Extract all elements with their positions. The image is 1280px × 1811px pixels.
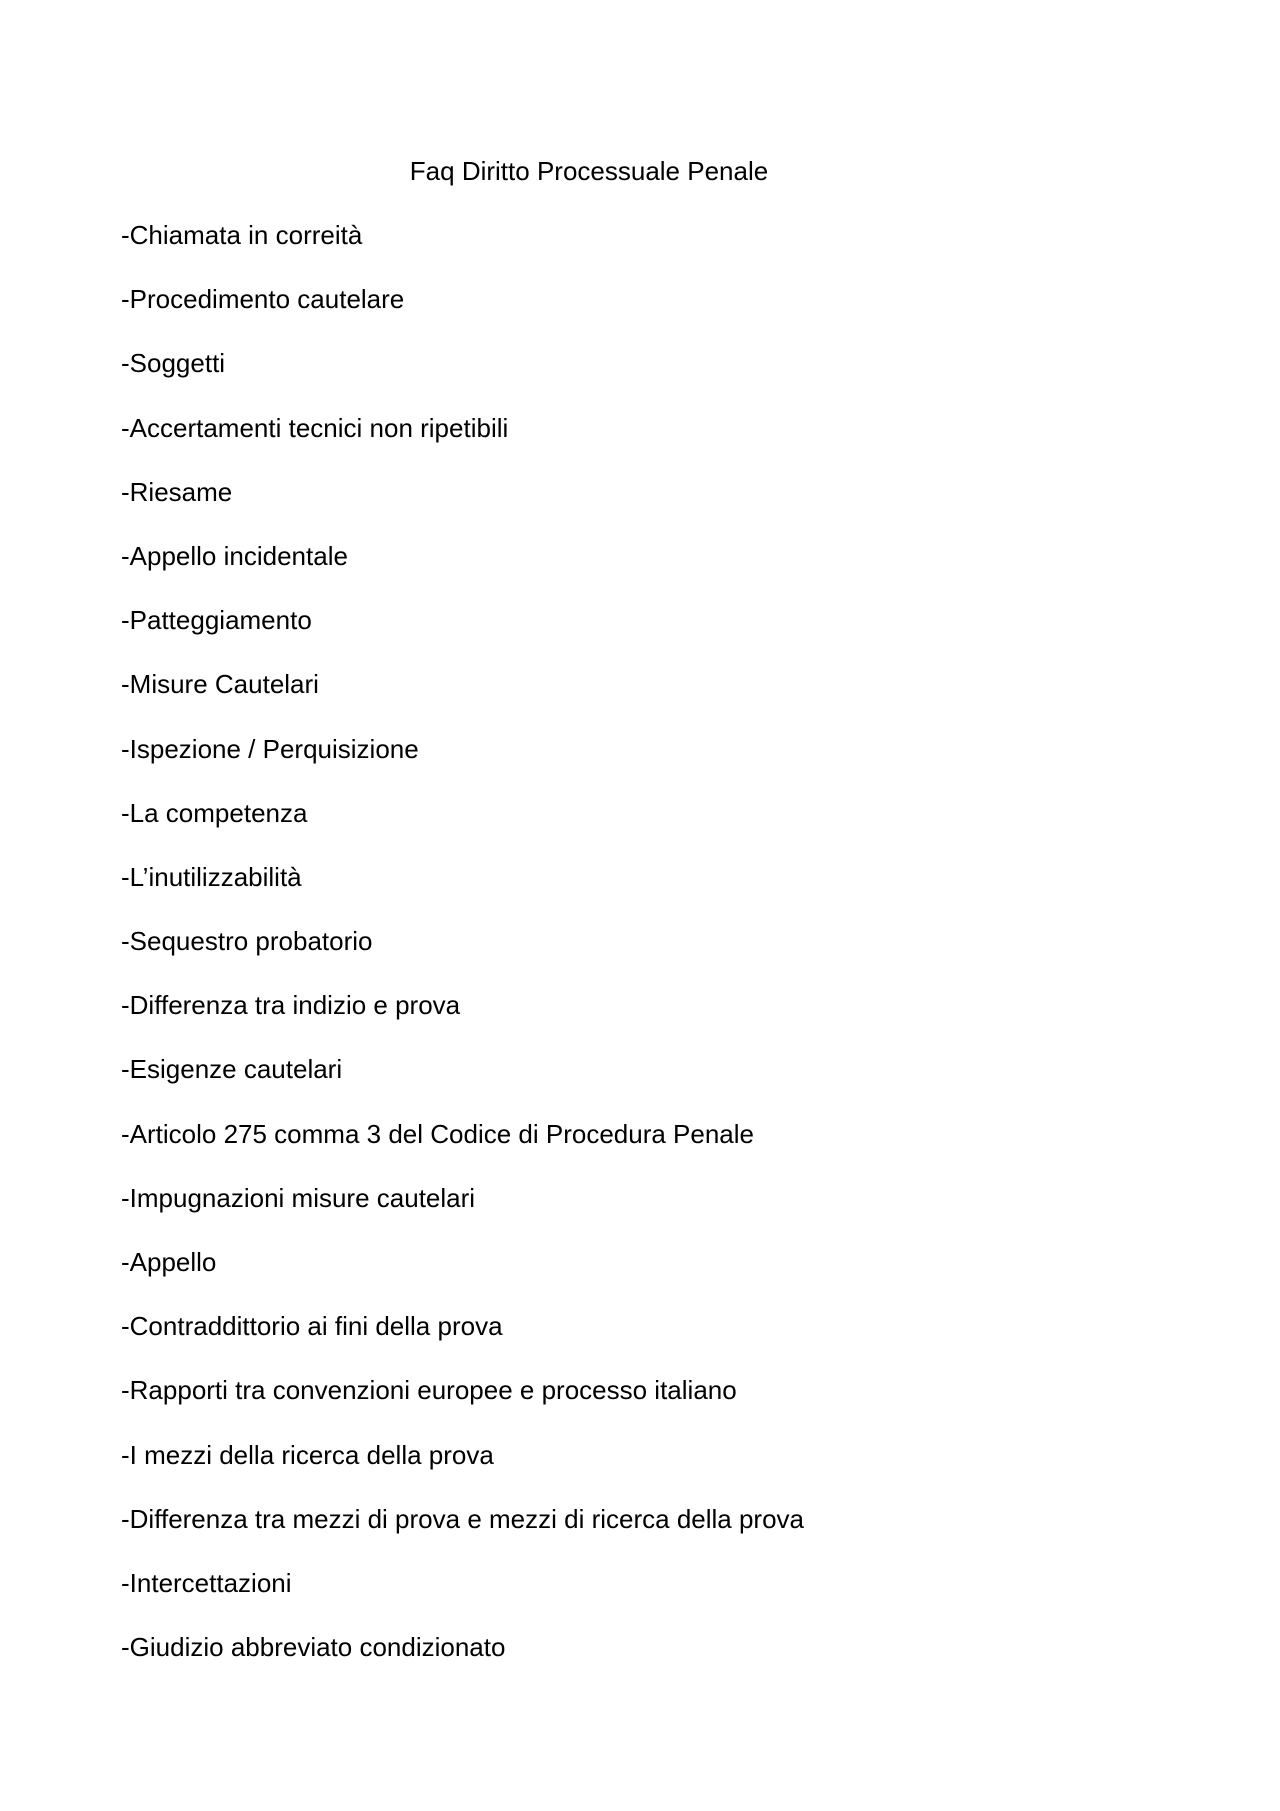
faq-topic-item: -Rapporti tra convenzioni europee e processo italiano [121,1375,737,1406]
faq-topic-item: -Intercettazioni [121,1567,292,1598]
faq-topic-item: -Sequestro probatorio [121,926,373,957]
faq-topic-item: -Giudizio abbreviato condizionato [121,1632,506,1663]
faq-topic-item: -L’inutilizzabilità [121,861,302,892]
faq-topic-list [121,215,804,1691]
faq-topic-item: -Differenza tra mezzi di prova e mezzi di ricerca della prova [121,1503,805,1534]
faq-topic-item: -Accertamenti tecnici non ripetibili [121,412,509,443]
faq-topic-item: -Procedimento cautelare [121,284,405,315]
faq-topic-item: -Chiamata in correità [121,220,363,250]
faq-topic-item: -Patteggiamento [121,605,312,636]
faq-topic-item: -Ispezione / Perquisizione [121,733,419,764]
faq-topic-item: -Impugnazioni misure cautelari [121,1182,476,1213]
faq-topic-item: -Articolo 275 comma 3 del Codice di Procedura Penale [121,1118,755,1149]
faq-topic-item: -Esigenze cautelari [121,1054,343,1085]
faq-topic-item: -Soggetti [121,348,226,379]
faq-topic-item: -Appello [121,1247,217,1277]
faq-topic-item: -Appello incidentale [121,540,348,571]
faq-topic-item: -Misure Cautelari [121,669,319,700]
faq-topic-item: -Contraddittorio ai fini della prova [121,1311,503,1342]
document-title: Faq Diritto Processuale Penale [409,156,769,186]
faq-topic-item: -Riesame [121,476,233,507]
faq-topic-item: -La competenza [121,797,308,828]
faq-topic-item: -I mezzi della ricerca della prova [121,1439,494,1470]
faq-topic-item: -Differenza tra indizio e prova [121,990,461,1021]
